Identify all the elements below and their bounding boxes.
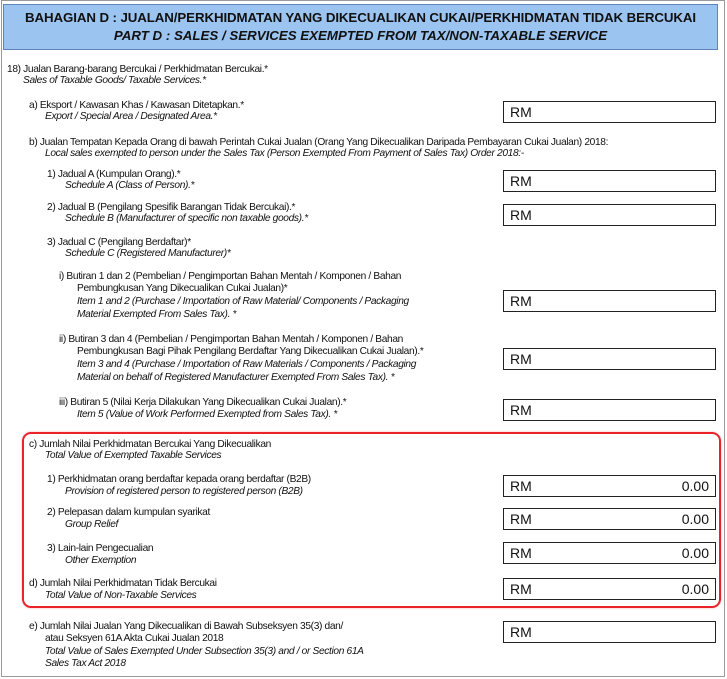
section-header — [3, 4, 718, 50]
currency-label: RM — [510, 511, 532, 527]
b3iii-line-2: Item 5 (Value of Work Performed Exempted from Sales Tax). * — [77, 409, 337, 420]
a-label-en: Export / Special Area / Designated Area.* — [45, 111, 217, 122]
currency-label: RM — [510, 478, 532, 494]
b3-label-ms: 3) Jadual C (Pengilang Berdaftar)* — [47, 237, 191, 248]
e-amount-field[interactable] — [503, 621, 716, 643]
b3i-line-2: Pembungkusan Yang Dikecualikan Cukai Jualan)* — [77, 283, 288, 294]
e-line-2: atau Seksyen 61A Akta Cukai Jualan 2018 — [45, 633, 224, 644]
b3i-line-3: Item 1 and 2 (Purchase / Importation of Raw Material/ Components / Packaging — [77, 296, 409, 307]
c1-label-en: Provision of registered person to registered person (B2B) — [65, 486, 303, 497]
b1-amount-field[interactable] — [503, 170, 716, 192]
b-label-ms: b) Jualan Tempatan Kepada Orang di bawah Perintah Cukai Jualan (Orang Yang Dikecualikan Daripada Pembayaran Cukai Jualan) 2018: — [29, 137, 609, 148]
a-label-ms: a) Eksport / Kawasan Khas / Kawasan Ditetapkan.* — [29, 100, 244, 111]
c3-label-ms: 3) Lain-lain Pengecualian — [47, 543, 154, 554]
b2-label-ms: 2) Jadual B (Pengilang Spesifik Barangan Tidak Bercukai).* — [47, 202, 296, 213]
currency-label: RM — [510, 207, 532, 223]
d-label-en: Total Value of Non-Taxable Services — [45, 590, 197, 601]
b3ii-amount-field[interactable] — [503, 348, 716, 370]
currency-label: RM — [510, 545, 532, 561]
currency-label: RM — [510, 293, 532, 309]
c1-amount-field[interactable] — [503, 475, 716, 497]
currency-label: RM — [510, 624, 532, 640]
c2-label-en: Group Relief — [65, 519, 118, 530]
b-label-en: Local sales exempted to person under the Sales Tax (Person Exempted From Payment of Sales Tax) Order 2018:- — [45, 148, 524, 159]
b3-label-en: Schedule C (Registered Manufacturer)* — [65, 248, 231, 259]
amount-value: 0.00 — [681, 478, 709, 494]
b3ii-line-1: ii) Butiran 3 dan 4 (Pembelian / Pengimportan Bahan Mentah / Komponen / Bahan — [59, 334, 403, 345]
b3i-amount-field[interactable] — [503, 290, 716, 312]
b3iii-line-1: iii) Butiran 5 (Nilai Kerja Dilakukan Yang Dikecualikan Cukai Jualan).* — [59, 397, 347, 408]
currency-label: RM — [510, 351, 532, 367]
e-line-1: e) Jumlah Nilai Jualan Yang Dikecualikan di Bawah Subseksyen 35(3) dan/ — [29, 621, 343, 632]
c1-label-ms: 1) Perkhidmatan orang berdaftar kepada orang berdaftar (B2B) — [47, 474, 311, 485]
q18-label-ms: 18) Jualan Barang-barang Bercukai / Perkhidmatan Bercukai.* — [7, 64, 268, 75]
b2-amount-field[interactable] — [503, 204, 716, 226]
b1-label-ms: 1) Jadual A (Kumpulan Orang).* — [47, 169, 181, 180]
d-amount-field[interactable] — [503, 578, 716, 600]
currency-label: RM — [510, 581, 532, 597]
b3iii-amount-field[interactable] — [503, 399, 716, 421]
c3-amount-field[interactable] — [503, 542, 716, 564]
e-line-4: Sales Tax Act 2018 — [45, 658, 126, 669]
amount-value: 0.00 — [681, 511, 709, 527]
amount-value: 0.00 — [681, 545, 709, 561]
e-line-3: Total Value of Sales Exempted Under Subsection 35(3) and / or Section 61A — [45, 646, 364, 657]
c2-label-ms: 2) Pelepasan dalam kumpulan syarikat — [47, 507, 210, 518]
b3ii-line-3: Item 3 and 4 (Purchase / Importation of Raw Materials / Components / Packaging — [77, 359, 417, 370]
b3ii-line-2: Pembungkusan Bagi Pihak Pengilang Berdaftar Yang Dikecualikan Cukai Jualan).* — [77, 346, 424, 357]
section-title-en: PART D : SALES / SERVICES EXEMPTED FROM TAX/NON-TAXABLE SERVICE — [113, 28, 608, 43]
currency-label: RM — [510, 402, 532, 418]
b3ii-line-4: Material on behalf of Registered Manufacturer Exempted From Sales Tax). * — [77, 372, 395, 383]
b3i-line-1: i) Butiran 1 dan 2 (Pembelian / Pengimportan Bahan Mentah / Komponen / Bahan — [59, 271, 402, 282]
d-label-ms: d) Jumlah Nilai Perkhidmatan Tidak Bercukai — [29, 578, 217, 589]
c-label-ms: c) Jumlah Nilai Perkhidmatan Bercukai Yang Dikecualikan — [29, 439, 271, 450]
b2-label-en: Schedule B (Manufacturer of specific non taxable goods).* — [65, 213, 308, 224]
b1-label-en: Schedule A (Class of Person).* — [65, 180, 195, 191]
q18-label-en: Sales of Taxable Goods/ Taxable Services.* — [23, 75, 206, 86]
c-label-en: Total Value of Exempted Taxable Services — [45, 450, 222, 461]
section-title-ms: BAHAGIAN D : JUALAN/PERKHIDMATAN YANG DIKECUALIKAN CUKAI/PERKHIDMATAN TIDAK BERCUKAI — [25, 10, 696, 25]
currency-label: RM — [510, 104, 532, 120]
c2-amount-field[interactable] — [503, 508, 716, 530]
b3i-line-4: Material Exempted From Sales Tax). * — [77, 309, 237, 320]
currency-label: RM — [510, 173, 532, 189]
amount-value: 0.00 — [681, 581, 709, 597]
a-amount-field[interactable] — [503, 101, 716, 123]
c3-label-en: Other Exemption — [65, 555, 137, 566]
